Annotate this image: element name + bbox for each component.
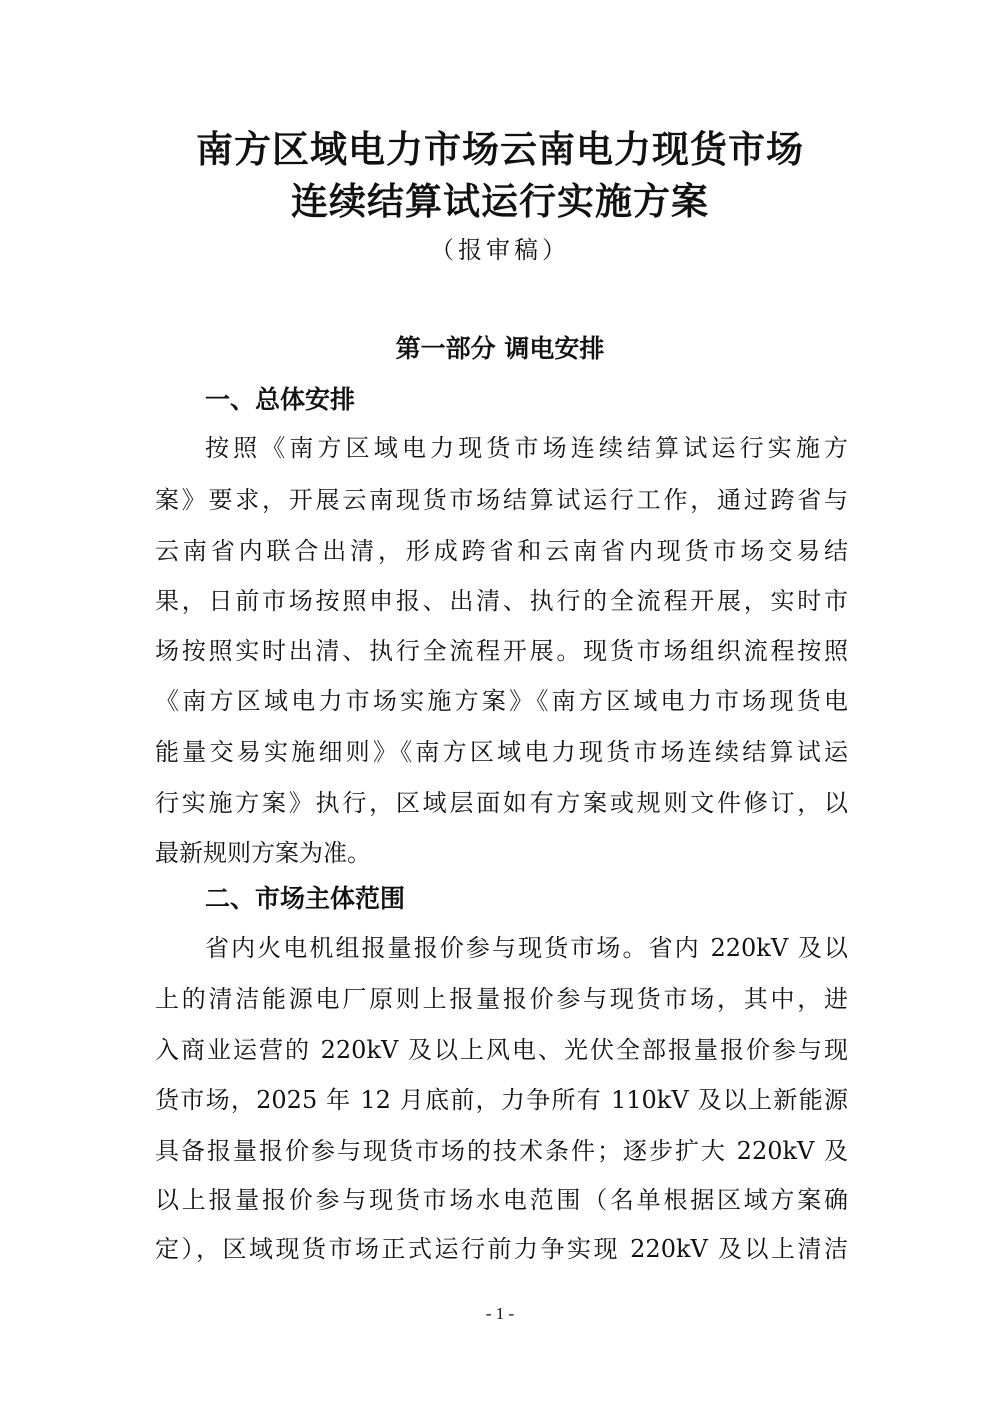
paragraph-line: 上的清洁能源电厂原则上报量报价参与现货市场，其中，进 [155,985,848,1013]
paragraph-line: 行实施方案》执行，区域层面如有方案或规则文件修订，以 [155,789,848,817]
document-subtitle: （报审稿） [430,236,570,264]
paragraph-line: 按照《南方区域电力现货市场连续结算试运行实施方 [205,434,848,462]
paragraph-line: 能量交易实施细则》《南方区域电力现货市场连续结算试运 [155,738,848,766]
paragraph-line: 云南省内联合出清，形成跨省和云南省内现货市场交易结 [155,537,848,565]
paragraph-line: 省内火电机组报量报价参与现货市场。省内 220kV 及以 [205,934,848,962]
paragraph-line: 具备报量报价参与现货市场的技术条件；逐步扩大 220kV 及 [155,1137,848,1165]
paragraph-line: 案》要求，开展云南现货市场结算试运行工作，通过跨省与 [155,486,848,514]
page-number: - 1 - [485,1304,515,1323]
paragraph-line: 果，日前市场按照申报、出清、执行的全流程开展，实时市 [155,587,848,615]
paragraph-line: 货市场，2025 年 12 月底前，力争所有 110kV 及以上新能源 [155,1086,848,1114]
paragraph-line: 《南方区域电力市场实施方案》《南方区域电力市场现货电 [155,687,848,715]
paragraph-line: 定），区域现货市场正式运行前力争实现 220kV 及以上清洁 [155,1235,848,1263]
section-heading-market-participants: 二、市场主体范围 [205,884,406,913]
document-title-line-2: 连续结算试运行实施方案 [291,180,709,223]
paragraph-line: 场按照实时出清、执行全流程开展。现货市场组织流程按照 [155,637,848,665]
paragraph-line: 以上报量报价参与现货市场水电范围（名单根据区域方案确 [155,1186,848,1214]
paragraph-line: 入商业运营的 220kV 及以上风电、光伏全部报量报价参与现 [155,1036,848,1064]
paragraph-line: 最新规则方案为准。 [155,839,371,867]
part-title: 第一部分 调电安排 [395,334,605,363]
section-heading-overall-arrangement: 一、总体安排 [205,385,356,414]
document-title-line-1: 南方区域电力市场云南电力现货市场 [196,128,804,171]
